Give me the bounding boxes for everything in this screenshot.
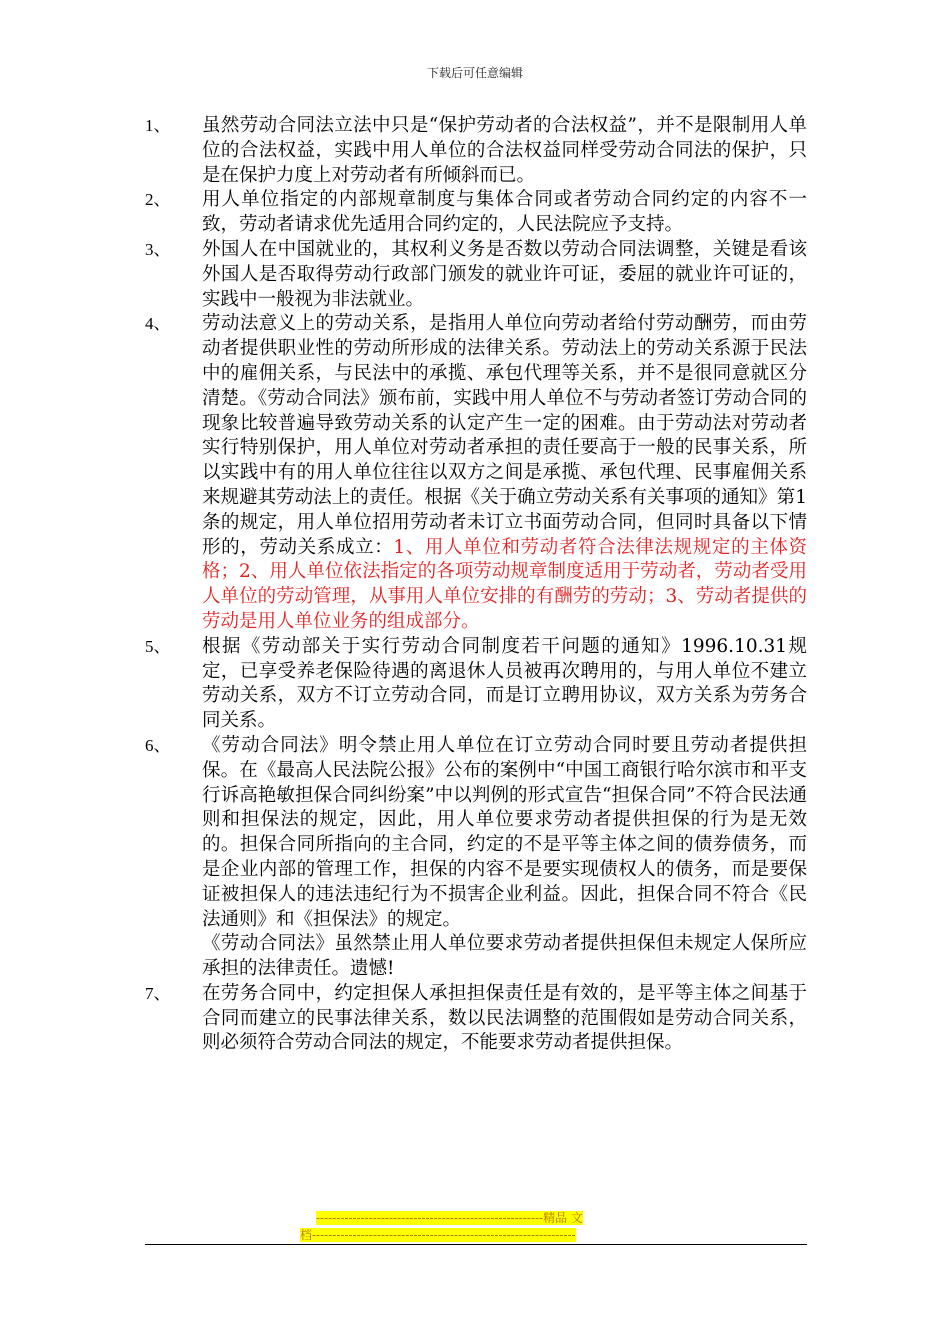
item-number: 6、 xyxy=(145,735,171,755)
list-item-7 xyxy=(145,982,807,1056)
item-text: 《劳动合同法》明令禁止用人单位在订立劳动合同时要且劳动者提供担保。在《最高人民法院公报》公布的案例中“中国工商银行哈尔滨市和平支行诉高艳敏担保合同纠纷案”中以判例的形式宣告“担保合同”不符合民法通则和担保法的规定，因此，用人单位要求劳动者提供担保的行为是无效的。担保合同所指向的主合同，约定的不是平等主体之间的债券债务，而是企业内部的管理工作，担保的内容不是要实现债权人的债务，而是要保证被担保人的违法违纪行为不损害企业利益。因此，担保合同不符合《民法通则》和《担保法》的规定。 xyxy=(202,734,807,930)
footer-divider xyxy=(145,1244,807,1245)
page-footer xyxy=(300,1210,650,1244)
item-text: 外国人在中国就业的，其权利义务是否数以劳动合同法调整，关键是看该外国人是否取得劳动行政部门颁发的就业许可证，委屈的就业许可证的，实践中一般视为非法就业。 xyxy=(202,238,807,310)
item-number: 4、 xyxy=(145,314,171,334)
page-header: 下载后可任意编辑 xyxy=(426,66,523,80)
list-item-6 xyxy=(145,734,807,932)
item-text: 虽然劳动合同法立法中只是“保护劳动者的合法权益”，并不是限制用人单位的合法权益，实践中用人单位的合法权益同样受劳动合同法的保护，只是在保护力度上对劳动者有所倾斜而已。 xyxy=(202,115,807,186)
footer-line-1: --------------------------------------------------------精品 文 xyxy=(316,1211,583,1225)
item-number: 7、 xyxy=(145,983,171,1003)
list-item-2 xyxy=(145,188,807,238)
item-text-main: 劳动法意义上的劳动关系，是指用人单位向劳动者给付劳动酬劳，而由劳动者提供职业性的劳动所形成的法律关系。劳动法上的劳动关系源于民法中的雇佣关系，与民法中的承揽、承包代理等关系，并不是很同意就区分清楚。《劳动合同法》颁布前，实践中用人单位不与劳动者签订劳动合同的现象比较普遍导致劳动关系的认定产生一定的困难。由于劳动法对劳动者实行特别保护，用人单位对劳动者承担的责任要高于一般的民事关系，所以实践中有的用人单位往往以双方之间是承揽、承包代理、民事雇佣关系来规避其劳动法上的责任。根据《关于确立劳动关系有关事项的通知》第1条的规定，用人单位招用劳动者未订立书面劳动合同，但同时具备以下情形的，劳动关系成立： xyxy=(202,313,807,558)
list-item-5 xyxy=(145,635,807,734)
item-number: 3、 xyxy=(145,239,171,259)
item-text: 在劳务合同中，约定担保人承担担保责任是有效的，是平等主体之间基于合同而建立的民事法律关系，数以民法调整的范围假如是劳动合同关系，则必须符合劳动合同法的规定，不能要求劳动者提供担保。 xyxy=(202,982,807,1054)
item-6-note: 《劳动合同法》虽然禁止用人单位要求劳动者提供担保但未规定人保所应承担的法律责任。遗憾! xyxy=(202,933,807,980)
document-body xyxy=(145,114,807,1056)
item-text: 根据《劳动部关于实行劳动合同制度若干问题的通知》1996.10.31规定，已享受养老保险待遇的离退休人员被再次聘用的，与用人单位不建立劳动关系，双方不订立劳动合同，而是订立聘用协议，双方关系为劳务合同关系。 xyxy=(202,635,807,732)
list-item-4 xyxy=(145,312,807,634)
item-text xyxy=(202,312,807,634)
list-item-3 xyxy=(145,238,807,312)
list-item-1 xyxy=(145,114,807,188)
item-number: 5、 xyxy=(145,636,171,656)
item-number: 2、 xyxy=(145,190,171,210)
highlighted-conditions: 1、用人单位和劳动者符合法律法规规定的主体资格；2、用人单位依法指定的各项劳动规章制度适用于劳动者，劳动者受用人单位的劳动管理，从事用人单位安排的有酬劳的劳动；3、劳动者提供的劳动是用人单位业务的组成部分。 xyxy=(202,536,807,632)
item-text: 用人单位指定的内部规章制度与集体合同或者劳动合同约定的内容不一致，劳动者请求优先适用合同约定的，人民法院应予支持。 xyxy=(202,189,807,236)
item-number: 1、 xyxy=(145,116,171,135)
footer-line-2: 档----------------------------------------------------------------- xyxy=(300,1228,576,1242)
